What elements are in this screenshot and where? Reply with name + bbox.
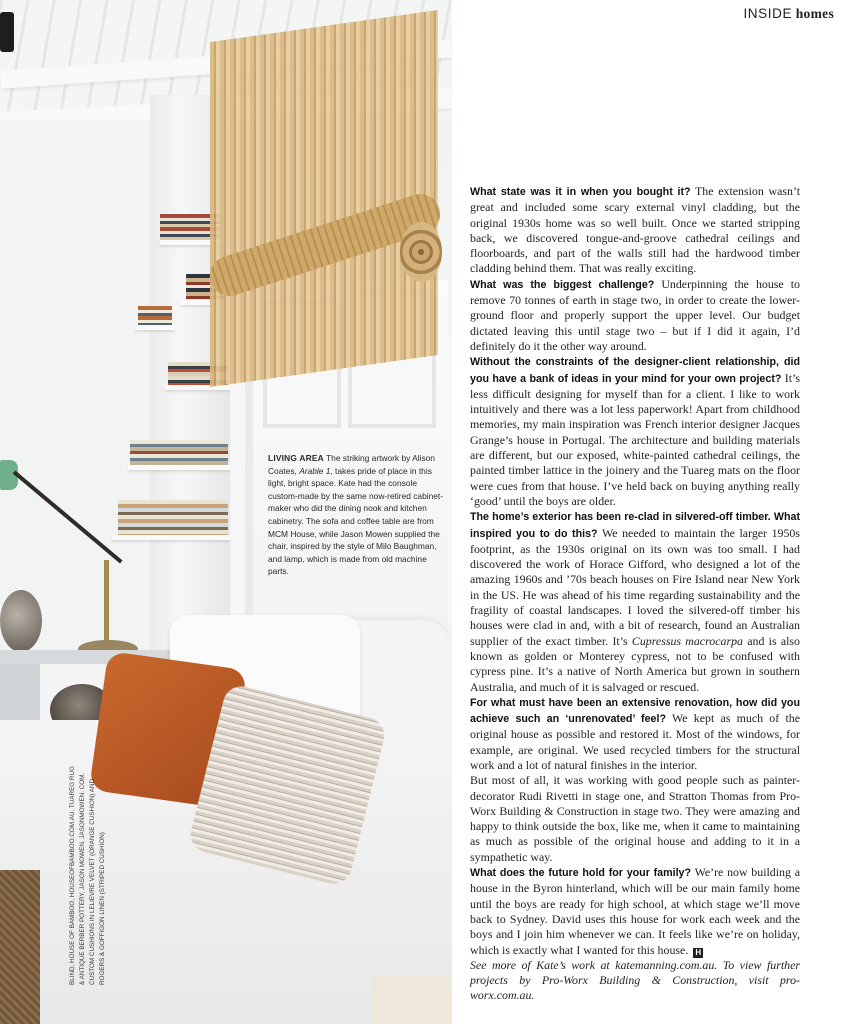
answer: It’s less difficult designing for myself than for a client. I like to work intuitively and there was a lot less paperwork! Apart from childhood memories, my main inspiration was French interior designer Jacques Grange’s house in Portugal. The architecture and building materials are different, but our exposed, white-painted cathedral ceilings, the painted timber lattice in the joinery and the Tuareg mats on the floor were cues from that house. I’ve held back on buying anything really ‘good’ until the boys are older. [470,370,801,508]
shelf [135,325,175,330]
blind-roll-end [400,222,442,282]
magazine-name: homes [795,6,834,21]
question: What does the future hold for your family? [470,867,692,880]
interview-paragraph [470,277,800,354]
artwork-title: Arable 1 [299,465,331,476]
answer: and is also known as golden or Monterey cypress, not to be confused with cypress pine. It’s a native of North America but grown in southern Australia, and much of it is salvaged or rescued. [470,633,800,694]
caption-lead: LIVING AREA [268,453,324,463]
question: What was the biggest challenge? [470,278,655,291]
species-name: Cupressus macrocarpa [631,633,743,648]
shelf [128,465,230,470]
answer: But most of all, it was working with good people such as painter-decorator Rudi Rivetti in stage one, and Stratton Thomas from Pro-Worx Building & Construction in stage two. They were amazing and happy to think outside the box, like me, when it came to maintaining as much as possible of the original house and adding to it in a sympathetic way. [470,773,800,864]
question: What state was it in when you bought it? [470,186,691,198]
shelf [165,385,230,390]
interview-paragraph [470,773,800,865]
pottery-urn [0,590,42,652]
answer: Underpinning the house to remove 70 tonnes of earth in stage two, in order to create the lower-ground floor and properly support the upper level. Our budget dictated leaving this until stage two – but if I did it again, I’d definitely do it the other way around. [470,276,800,353]
photo-caption [268,452,444,578]
question: Without the constraints of the designer-client relationship, did you have a bank of ideas in your mind for your own project? [470,356,800,385]
end-mark-icon: H [693,948,703,958]
answer: The extension wasn’t great and included some scary external vinyl cladding, but the original 1930s home was so well built. Once we started stripping back, we discovered tongue-and-groove cathedral ceilings and floorboards, and part of the walls still had the hardwood timber cladding behind them. That was really exciting. [470,184,800,276]
running-head [743,6,834,22]
shelf [112,535,230,540]
interview-paragraph [470,509,800,695]
lamp-stem [104,560,109,645]
answer: We kept as much of the original house as possible and restored it. Most of the windows, for example, are original. We used recycled timbers for the structural work and a lot of natural finishes in the interior. [470,711,800,772]
photo-credits: BLIND, HOUSE OF BAMBOO, HOUSEOFBAMBOO.COM.AU. TUAREG RUG & ANTIQUE BERBER POTTERY, JASON MOWEN, JASONMOWEN. COM. CUSTOM CUSHIONS IN LELIEVRE VELVET (ORANGE CUSHION) AND ROGERS & GOFFIGON LINEN (STRIPED CUSHION) [69,766,106,985]
closing-credit: See more of Kate’s work at katemanning.com.au. To view further projects by Pro-Worx Building & Construction, visit pro-worx.com.au. [470,957,800,1003]
book-stack [138,306,172,325]
interview-paragraph [470,695,800,773]
interview-text [470,184,800,1004]
interview-paragraph [470,184,800,277]
answer: We needed to maintain the larger 1950s footprint, as the 1930s original on its own was too small. I had discovered the work of Horace Gifford, who designed a lot of the amazing 1960s and ’70s beach houses on Fire Island near New York in the US. He was ahead of his time regarding sustainability and the fragility of coastal landscapes. I loved the silvered-off timber his houses were clad in and, with a bit of research, found an Australian supplier of the exact timber. It’s [470,525,801,648]
question: The home’s exterior has been re-clad in silvered-off timber. What inspired you to do this? [470,511,800,540]
interview-paragraph [470,865,800,958]
question: For what must have been an extensive renovation, how did you achieve such an ‘unrenovated’ feel? [470,696,800,726]
interview-paragraph [470,354,800,509]
tuareg-rug [0,870,40,1024]
track-light [0,12,14,52]
side-table [372,975,452,1024]
section-name: INSIDE [743,6,793,21]
caption-text: The striking artwork by Alison Coates, [268,453,435,476]
caption-text: , takes pride of place in this light, bright space. Kate had the console custom-made by the same now-retired cabinet-maker who did the dining nook and kitchen cabinetry. The sofa and coffee table are from MCM House, while Jason Mowen supplied the chair, inspired by the style of Milo Baughman, and lamp, which is made from old machine parts. [268,465,444,577]
book-stack [130,440,228,465]
answer: We’re now building a house in the Byron hinterland, which will be our main family home until the boys are ready for high school, at which stage we’ll move back to Sydney. David uses this house for work each week and the boys and I join him whenever we can. It feels like we’re on holiday, which is exactly what I wanted for this house. [470,865,800,957]
book-stack [118,500,228,535]
